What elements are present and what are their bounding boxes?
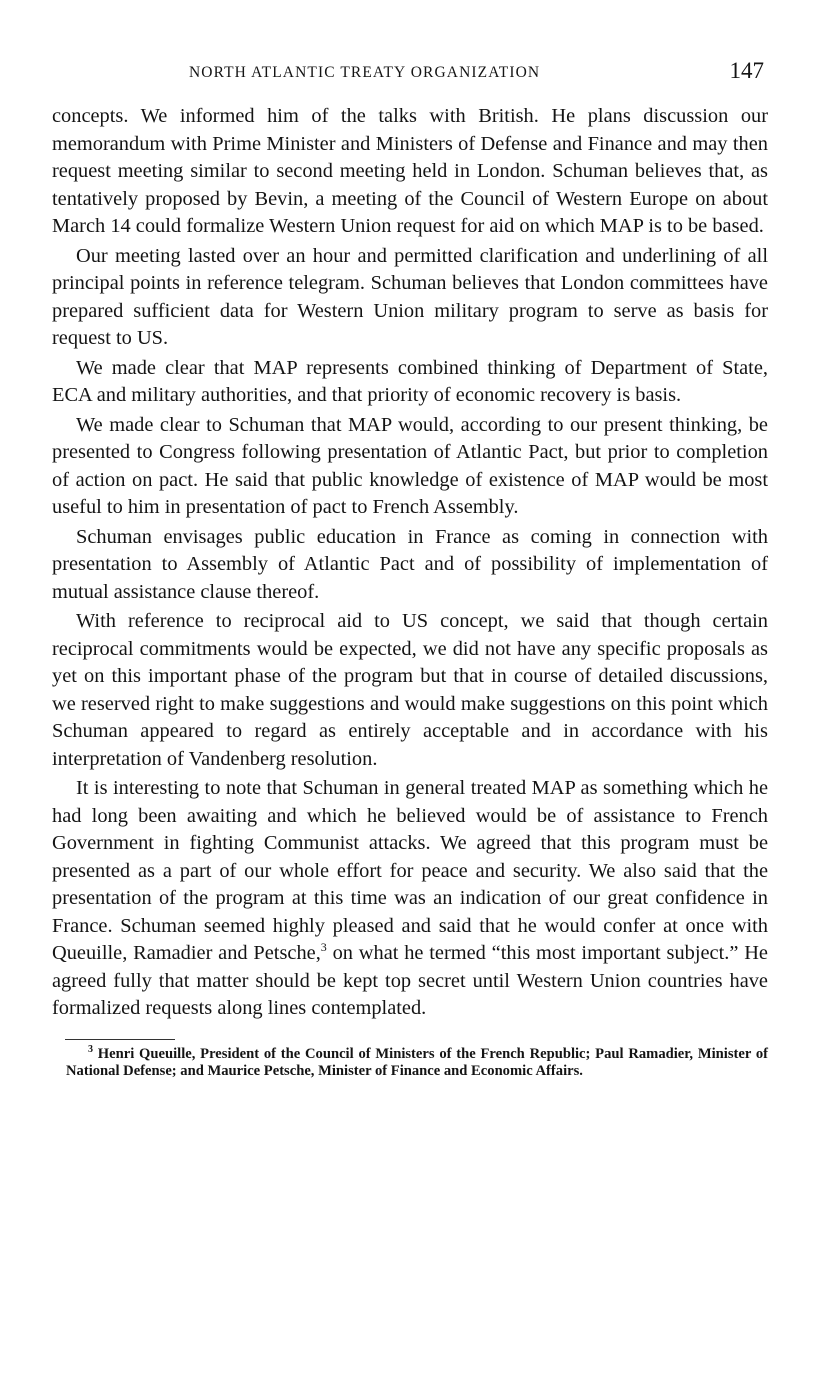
paragraph-continued: concepts. We informed him of the talks with British. He plans discussion our memorandum with Prime Minister and Ministers of Defense and Finance and may then request meeting similar to second meeting held in London. Schuman believes that, as tentatively proposed by Bevin, a meeting of the Council of Western Europe on about March 14 could formalize Western Union request for aid on which MAP is to be based. <box>52 105 768 237</box>
paragraph: We made clear that MAP represents combined thinking of Department of State, ECA and military authorities, and that priority of economic recovery is basis. <box>52 356 768 406</box>
body-text <box>52 103 768 1023</box>
footnote <box>66 1043 768 1081</box>
paragraph-text: It is interesting to note that Schuman in general treated MAP as something which he had long been awaiting and which he believed would be of assistance to French Government in fighting Communist attacks. We agreed that this program must be presented as a part of our whole effort for peace and security. We also said that the presentation of the program at this time was an indication of our great confidence in France. Schuman seemed highly pleased and said that he would confer at once with Queuille, Ramadier and Petsche, <box>52 777 768 964</box>
paragraph: Schuman envisages public education in France as coming in connection with presentation to Assembly of Atlantic Pact and of possibility of implementation of mutual assistance clause thereof. <box>52 525 768 603</box>
paragraph: With reference to reciprocal aid to US concept, we said that though certain reciprocal commitments would be expected, we did not have any specific proposals as yet on this important phase of the program but that in course of detailed discussions, we reserved right to make suggestions and would make suggestions on this point which Schuman appeared to regard as entirely acceptable and in accordance with his interpretation of Vandenberg resolution. <box>52 610 768 770</box>
running-title: NORTH ATLANTIC TREATY ORGANIZATION <box>189 64 541 81</box>
footnote-mark: 3 <box>88 1043 93 1055</box>
page-number: 147 <box>729 58 764 83</box>
paragraph-text: on what he termed “this most important subject.” He agreed fully that matter should be kept top secret until Western Union countries have formalized requests along lines contemplated. <box>52 942 768 1019</box>
paragraph-final <box>52 775 768 1023</box>
paragraph: We made clear to Schuman that MAP would, according to our present thinking, be presented to Congress following presentation of Atlantic Pact, but prior to completion of action on pact. He said that public knowledge of existence of MAP would be most useful to him in presentation of pact to French Assembly. <box>52 413 768 518</box>
footnotes <box>52 1043 768 1081</box>
running-header <box>52 58 768 88</box>
document-page <box>52 58 768 1081</box>
paragraph: Our meeting lasted over an hour and permitted clarification and underlining of all principal points in reference telegram. Schuman believes that London committees have prepared sufficient data for Western Union military program to serve as basis for request to US. <box>52 244 768 349</box>
footnote-divider <box>65 1039 175 1040</box>
footnote-reference[interactable]: 3 <box>320 940 327 955</box>
footnote-text: Henri Queuille, President of the Council of Ministers of the French Republic; Paul Ramadier, Minister of National Defense; and Maurice Petsche, Minister of Finance and Economic Affairs. <box>66 1045 768 1079</box>
